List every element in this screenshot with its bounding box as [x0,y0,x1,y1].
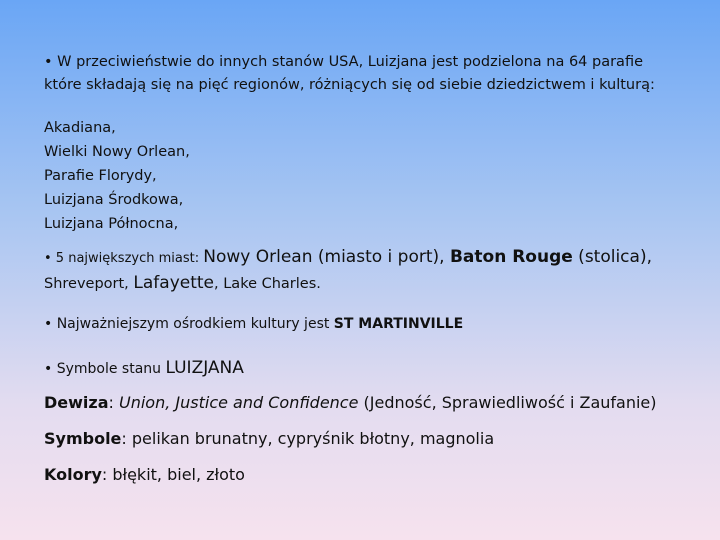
intro-line-2: które składają się na pięć regionów, różniących się od siebie dziedzictwem i kulturą: [44,77,655,93]
culture-place: ST MARTINVILLE [333,316,464,332]
colors-line [44,465,245,484]
symbols-header [44,358,244,378]
symbols-line [44,429,494,448]
region-item: Akadiana, [44,120,116,136]
symbols-label: Symbole [44,429,122,448]
motto-translation: (Jedność, Sprawiedliwość i Zaufanie) [358,393,657,412]
region-item: Wielki Nowy Orlean, [44,144,190,160]
colors-value: : błękit, biel, złoto [101,465,245,484]
intro-paragraph [44,51,655,97]
motto-value: Union, Justice and Confidence [119,393,359,412]
city-baton-rouge: Baton Rouge [449,247,573,267]
intro-line-1: • W przeciwieństwie do innych stanów USA, Luizjana jest podzielona na 64 parafie [44,54,643,70]
city-lake-charles: , Lake Charles. [214,276,321,292]
region-item: Luizjana Północna, [44,216,179,232]
region-item: Luizjana Środkowa, [44,192,184,208]
regions-list [44,116,190,236]
colors-label: Kolory [44,465,102,484]
cities-prefix: • 5 największych miast: [44,251,204,266]
symbols-header-prefix: • Symbole stanu [44,361,166,377]
symbols-value: : pelikan brunatny, cypryśnik błotny, magnolia [121,429,495,448]
motto-line [44,393,657,412]
motto-label: Dewiza [44,393,109,412]
motto-colon: : [108,393,119,412]
cities-line-2 [44,271,652,296]
symbols-header-state: LUIZJANA [165,358,244,378]
city-baton-rouge-note: (stolica), [572,247,652,267]
region-item: Parafie Florydy, [44,168,157,184]
cities-paragraph [44,245,652,296]
city-shreveport: Shreveport, [44,276,134,292]
city-new-orleans-note: (miasto i port), [312,247,450,267]
city-new-orleans: Nowy Orlean [203,247,313,267]
culture-line [44,316,463,332]
culture-prefix: • Najważniejszym ośrodkiem kultury jest [44,316,334,332]
city-lafayette: Lafayette [133,273,215,293]
cities-line-1 [44,245,652,271]
